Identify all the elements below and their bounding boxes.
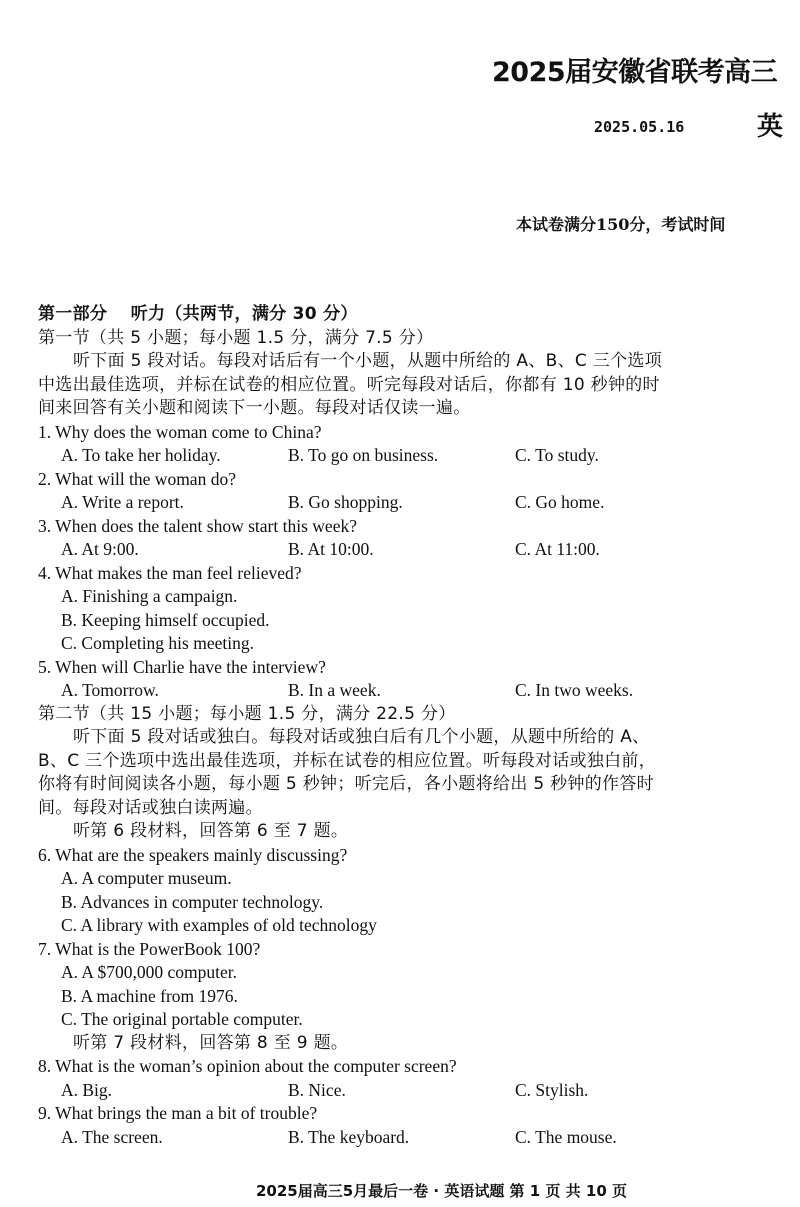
option-c: C. Completing his meeting. [61, 633, 254, 653]
option-b: B. In a week. [288, 680, 381, 700]
question-stem: 9. What brings the man a bit of trouble? [38, 1103, 318, 1123]
question-stem: 6. What are the speakers mainly discussing? [38, 844, 348, 865]
option-b: B. At 10:00. [288, 539, 374, 559]
question-stem: 2. What will the woman do? [38, 468, 236, 489]
question-stem: 1. Why does the woman come to China? [38, 421, 322, 442]
section-heading: 第一节（共 5 小题；每小题 1.5 分，满分 7.5 分） [38, 327, 434, 348]
option-c: C. At 11:00. [515, 539, 600, 559]
option-a: A. The screen. [61, 1126, 163, 1147]
section-heading: 第二节（共 15 小题；每小题 1.5 分，满分 22.5 分） [38, 703, 456, 724]
option-row [38, 1079, 788, 1103]
option-a: A. A computer museum. [61, 868, 232, 888]
option-a: A. A $700,000 computer. [61, 962, 237, 982]
page-title: 2025届安徽省联考高三 [492, 57, 778, 88]
question-stem: 5. When will Charlie have the interview? [38, 656, 326, 677]
option-row [38, 679, 788, 703]
option-b: B. A machine from 1976. [61, 985, 238, 1006]
option-b: B. To go on business. [288, 445, 439, 465]
exam-content [38, 303, 788, 1149]
option-c: C. The mouse. [515, 1126, 617, 1147]
instruction-line: B、C 三个选项中选出最佳选项，并标在试卷的相应位置。听每段对话或独白前， [38, 750, 657, 771]
option-b: B. Go shopping. [288, 492, 403, 512]
option-a: A. Write a report. [61, 492, 184, 512]
option-b: B. Nice. [288, 1079, 346, 1100]
exam-info: 本试卷满分150分，考试时间 [516, 215, 726, 234]
instruction-line: 听下面 5 段对话或独白。每段对话或独白后有几个小题，从题中所给的 A、 [73, 727, 650, 747]
option-a: A. Finishing a campaign. [61, 586, 238, 606]
option-a: A. Big. [61, 1079, 113, 1100]
option-row [38, 538, 788, 562]
page-footer: 2025届高三5月最后一卷 · 英语试题 第 1 页 共 10 页 [256, 1182, 627, 1200]
option-c: C. The original portable computer. [61, 1009, 303, 1029]
option-c: C. A library with examples of old technology [61, 915, 377, 935]
option-row [38, 444, 788, 468]
option-b: B. Keeping himself occupied. [61, 609, 270, 630]
instruction-line: 你将有时间阅读各小题，每小题 5 秒钟；听完后，各小题将给出 5 秒钟的作答时 [38, 774, 654, 794]
question-stem: 4. What makes the man feel relieved? [38, 562, 302, 583]
option-c: C. Stylish. [515, 1079, 589, 1100]
question-stem: 8. What is the woman’s opinion about the computer screen? [38, 1056, 457, 1076]
option-c: C. In two weeks. [515, 680, 634, 700]
option-c: C. To study. [515, 445, 599, 465]
instruction-line: 中选出最佳选项，并标在试卷的相应位置。听完每段对话后，你都有 10 秒钟的时 [38, 374, 660, 395]
option-row [38, 1126, 788, 1150]
option-b: B. Advances in computer technology. [61, 891, 324, 912]
option-b: B. The keyboard. [288, 1126, 410, 1147]
material-prompt: 听第 7 段材料，回答第 8 至 9 题。 [73, 1032, 349, 1053]
option-c: C. Go home. [515, 492, 605, 512]
option-a: A. At 9:00. [61, 539, 139, 559]
exam-date: 2025.05.16 [594, 118, 685, 136]
material-prompt: 听第 6 段材料，回答第 6 至 7 题。 [73, 821, 349, 841]
instruction-line: 间。每段对话或独白读两遍。 [38, 797, 263, 818]
subject-title: 英 [757, 112, 784, 142]
option-row [38, 491, 788, 515]
option-a: A. Tomorrow. [61, 680, 159, 700]
question-stem: 3. When does the talent show start this week? [38, 515, 357, 536]
part-heading: 第一部分 听力（共两节，满分 30 分） [38, 304, 358, 324]
question-stem: 7. What is the PowerBook 100? [38, 938, 261, 959]
option-a: A. To take her holiday. [61, 445, 221, 465]
instruction-line: 间来回答有关小题和阅读下一小题。每段对话仅读一遍。 [38, 398, 471, 418]
instruction-line: 听下面 5 段对话。每段对话后有一个小题，从题中所给的 A、B、C 三个选项 [73, 351, 662, 371]
